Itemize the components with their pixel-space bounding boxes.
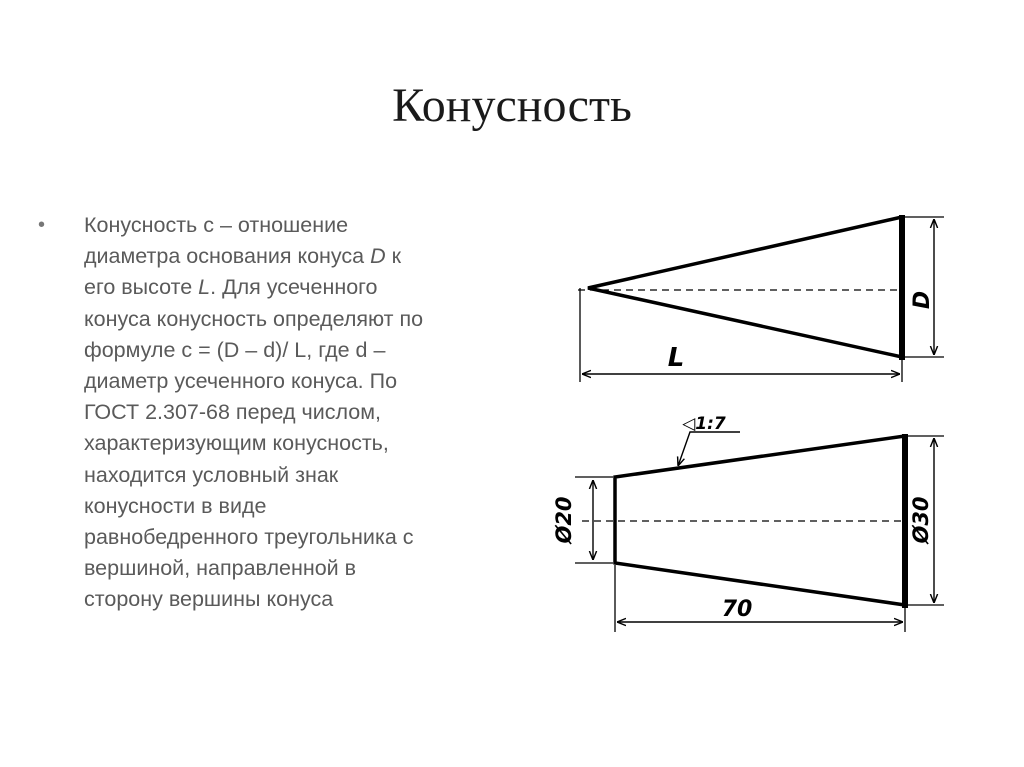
bullet-text: [84, 210, 508, 616]
bullet-symbol-d: D: [370, 244, 386, 269]
bullet-item: [38, 210, 508, 616]
cone-outline: [588, 217, 902, 357]
bullet-text-part: Конусность с – отношение диаметра основания конуса: [84, 213, 365, 269]
frustum-small-diameter-label: Ø20: [552, 496, 576, 544]
cone-drawings: [552, 200, 960, 650]
frustum-drawing: [552, 414, 944, 632]
slide-title: Конусность: [392, 79, 632, 132]
bullet-text-part: к его высоте: [84, 244, 402, 300]
bullet-dot-icon: •: [38, 214, 46, 236]
frustum-large-diameter-label: Ø30: [909, 496, 933, 544]
cone-drawing: [578, 215, 944, 382]
taper-label: ◁1:7: [682, 414, 726, 434]
bullet-symbol-l: L: [198, 275, 211, 300]
cone-length-label: L: [667, 343, 685, 373]
cone-diameter-label: D: [910, 290, 935, 310]
bullet-text-part: . Для усеченного конуса конусность определяют по формуле с = (D – d)/ L, где d – диаметр усеченного конуса. По ГОСТ 2.307-68 перед числом, характеризующим конусность, находится условный знак конусности в виде равнобедренного треугольника с вершиной, направленной в сторону вершины конуса: [84, 275, 424, 612]
frustum-length-label: 70: [721, 597, 753, 622]
